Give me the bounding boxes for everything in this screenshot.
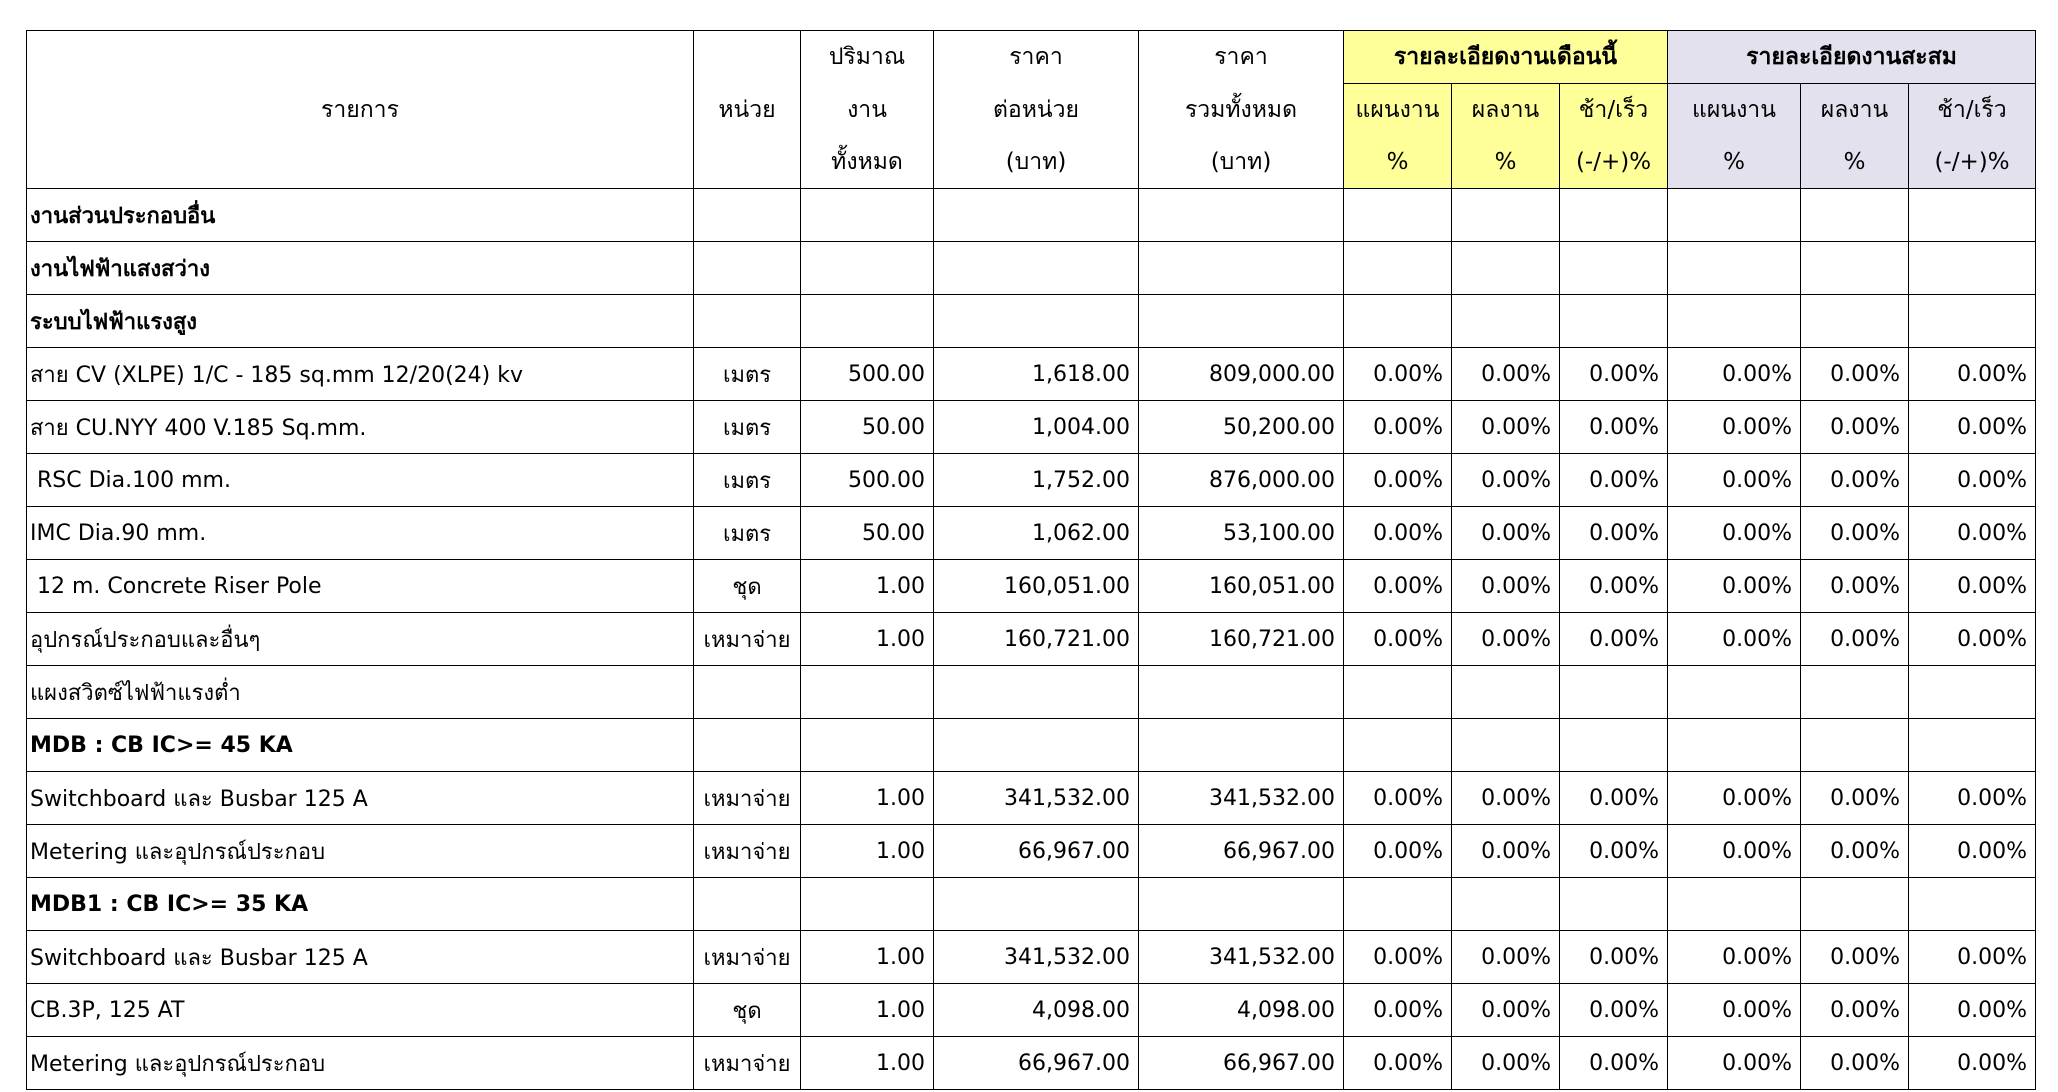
cell-p1: 0.00%	[1344, 454, 1452, 507]
cell-p2: 0.00%	[1668, 401, 1801, 454]
empty-cell	[1139, 666, 1344, 719]
row-label: Switchboard และ Busbar 125 A	[27, 931, 694, 984]
cell-unit: ชุด	[694, 560, 801, 613]
header-total-price-1: ราคา	[1139, 31, 1344, 84]
header-plan-month-pct: %	[1344, 136, 1452, 189]
cell-unit: เมตร	[694, 507, 801, 560]
header-result-month-pct: %	[1452, 136, 1560, 189]
cell-qty: 1.00	[801, 931, 934, 984]
cell-unit: เหมาจ่าย	[694, 613, 801, 666]
empty-cell	[1560, 719, 1668, 772]
header-item: รายการ	[27, 31, 694, 189]
cell-d2: 0.00%	[1909, 1037, 2036, 1090]
cell-total: 160,721.00	[1139, 613, 1344, 666]
cell-price: 66,967.00	[934, 1037, 1139, 1090]
empty-cell	[1801, 666, 1909, 719]
header-qty-1: ปริมาณ	[801, 31, 934, 84]
header-qty-2: งาน	[801, 84, 934, 137]
empty-cell	[1344, 242, 1452, 295]
table-row	[27, 242, 2036, 295]
row-label: IMC Dia.90 mm.	[27, 507, 694, 560]
cell-r1: 0.00%	[1452, 931, 1560, 984]
cell-qty: 500.00	[801, 348, 934, 401]
header-plan-month: แผนงาน	[1344, 84, 1452, 137]
table-row	[27, 507, 2036, 560]
table-row	[27, 666, 2036, 719]
empty-cell	[934, 189, 1139, 242]
cell-total: 876,000.00	[1139, 454, 1344, 507]
cell-p1: 0.00%	[1344, 984, 1452, 1037]
row-label: Switchboard และ Busbar 125 A	[27, 772, 694, 825]
row-label: Metering และอุปกรณ์ประกอบ	[27, 825, 694, 878]
cell-total: 50,200.00	[1139, 401, 1344, 454]
cell-d1: 0.00%	[1560, 401, 1668, 454]
row-label: Metering และอุปกรณ์ประกอบ	[27, 1037, 694, 1090]
header-unit-price-3: (บาท)	[934, 136, 1139, 189]
header-unit-price-2: ต่อหน่วย	[934, 84, 1139, 137]
cell-d2: 0.00%	[1909, 454, 2036, 507]
cell-d2: 0.00%	[1909, 613, 2036, 666]
cell-total: 66,967.00	[1139, 1037, 1344, 1090]
table-row	[27, 825, 2036, 878]
header-total-price-3: (บาท)	[1139, 136, 1344, 189]
empty-cell	[934, 719, 1139, 772]
empty-cell	[1452, 189, 1560, 242]
empty-cell	[1139, 878, 1344, 931]
cell-r1: 0.00%	[1452, 507, 1560, 560]
cell-d1: 0.00%	[1560, 1037, 1668, 1090]
cell-d1: 0.00%	[1560, 507, 1668, 560]
row-label: อุปกรณ์ประกอบและอื่นๆ	[27, 613, 694, 666]
empty-cell	[801, 295, 934, 348]
cell-price: 160,051.00	[934, 560, 1139, 613]
cell-r2: 0.00%	[1801, 507, 1909, 560]
cell-qty: 1.00	[801, 984, 934, 1037]
empty-cell	[801, 719, 934, 772]
table-row	[27, 878, 2036, 931]
empty-cell	[1344, 189, 1452, 242]
empty-cell	[694, 242, 801, 295]
empty-cell	[801, 878, 934, 931]
empty-cell	[694, 878, 801, 931]
cell-d1: 0.00%	[1560, 454, 1668, 507]
empty-cell	[1139, 242, 1344, 295]
cell-qty: 1.00	[801, 772, 934, 825]
cell-unit: เหมาจ่าย	[694, 931, 801, 984]
header-plan-cum-pct: %	[1668, 136, 1801, 189]
empty-cell	[1909, 878, 2036, 931]
cell-price: 1,062.00	[934, 507, 1139, 560]
row-label: สาย CU.NYY 400 V.185 Sq.mm.	[27, 401, 694, 454]
table-row	[27, 560, 2036, 613]
empty-cell	[1560, 666, 1668, 719]
cell-r2: 0.00%	[1801, 560, 1909, 613]
cell-p2: 0.00%	[1668, 825, 1801, 878]
cell-d1: 0.00%	[1560, 613, 1668, 666]
cell-p1: 0.00%	[1344, 507, 1452, 560]
cell-p2: 0.00%	[1668, 507, 1801, 560]
empty-cell	[1668, 878, 1801, 931]
header-this-month: รายละเอียดงานเดือนนี้	[1344, 31, 1668, 84]
cell-total: 160,051.00	[1139, 560, 1344, 613]
row-label: RSC Dia.100 mm.	[27, 454, 694, 507]
empty-cell	[1801, 719, 1909, 772]
empty-cell	[1344, 719, 1452, 772]
cell-r1: 0.00%	[1452, 1037, 1560, 1090]
header-total-price-2: รวมทั้งหมด	[1139, 84, 1344, 137]
empty-cell	[1909, 666, 2036, 719]
header-row-1	[27, 31, 2036, 84]
empty-cell	[1801, 878, 1909, 931]
cell-price: 1,752.00	[934, 454, 1139, 507]
cell-r2: 0.00%	[1801, 825, 1909, 878]
cell-qty: 1.00	[801, 825, 934, 878]
empty-cell	[1560, 189, 1668, 242]
cell-r2: 0.00%	[1801, 348, 1909, 401]
cell-r1: 0.00%	[1452, 613, 1560, 666]
table-row	[27, 348, 2036, 401]
cell-p2: 0.00%	[1668, 772, 1801, 825]
empty-cell	[1668, 189, 1801, 242]
empty-cell	[801, 666, 934, 719]
empty-cell	[1560, 242, 1668, 295]
cell-qty: 1.00	[801, 613, 934, 666]
cell-p2: 0.00%	[1668, 560, 1801, 613]
cell-d2: 0.00%	[1909, 984, 2036, 1037]
cell-r2: 0.00%	[1801, 984, 1909, 1037]
cell-d2: 0.00%	[1909, 931, 2036, 984]
empty-cell	[1909, 189, 2036, 242]
empty-cell	[1909, 242, 2036, 295]
header-unit: หน่วย	[694, 31, 801, 189]
cell-p2: 0.00%	[1668, 984, 1801, 1037]
empty-cell	[1909, 295, 2036, 348]
cell-r2: 0.00%	[1801, 772, 1909, 825]
empty-cell	[1452, 295, 1560, 348]
empty-cell	[1801, 242, 1909, 295]
cell-p2: 0.00%	[1668, 613, 1801, 666]
empty-cell	[934, 878, 1139, 931]
empty-cell	[1344, 666, 1452, 719]
cell-d2: 0.00%	[1909, 507, 2036, 560]
cell-price: 1,004.00	[934, 401, 1139, 454]
empty-cell	[1139, 295, 1344, 348]
row-label: ระบบไฟฟ้าแรงสูง	[27, 295, 694, 348]
cell-total: 341,532.00	[1139, 772, 1344, 825]
row-label: แผงสวิตซ์ไฟฟ้าแรงต่ำ	[27, 666, 694, 719]
empty-cell	[1909, 719, 2036, 772]
cell-total: 53,100.00	[1139, 507, 1344, 560]
row-label: งานส่วนประกอบอื่น	[27, 189, 694, 242]
cell-p1: 0.00%	[1344, 613, 1452, 666]
cell-p2: 0.00%	[1668, 454, 1801, 507]
cell-d2: 0.00%	[1909, 825, 2036, 878]
cell-d1: 0.00%	[1560, 560, 1668, 613]
table-row	[27, 772, 2036, 825]
empty-cell	[801, 242, 934, 295]
cell-unit: ชุด	[694, 984, 801, 1037]
progress-table	[26, 30, 2036, 1090]
header-diff-month-pct: (-/+)%	[1560, 136, 1668, 189]
header-unit-price-1: ราคา	[934, 31, 1139, 84]
cell-p1: 0.00%	[1344, 1037, 1452, 1090]
empty-cell	[934, 295, 1139, 348]
cell-total: 4,098.00	[1139, 984, 1344, 1037]
cell-total: 809,000.00	[1139, 348, 1344, 401]
empty-cell	[1668, 242, 1801, 295]
table-row	[27, 401, 2036, 454]
row-label: MDB : CB IC>= 45 KA	[27, 719, 694, 772]
empty-cell	[1668, 666, 1801, 719]
empty-cell	[1452, 719, 1560, 772]
table-row	[27, 613, 2036, 666]
empty-cell	[1452, 242, 1560, 295]
cell-d1: 0.00%	[1560, 931, 1668, 984]
cell-p1: 0.00%	[1344, 772, 1452, 825]
cell-unit: เมตร	[694, 454, 801, 507]
cell-qty: 1.00	[801, 560, 934, 613]
header-diff-month: ช้า/เร็ว	[1560, 84, 1668, 137]
header-diff-cum: ช้า/เร็ว	[1909, 84, 2036, 137]
cell-price: 4,098.00	[934, 984, 1139, 1037]
cell-p1: 0.00%	[1344, 348, 1452, 401]
cell-price: 341,532.00	[934, 931, 1139, 984]
cell-r1: 0.00%	[1452, 401, 1560, 454]
cell-total: 341,532.00	[1139, 931, 1344, 984]
header-cumulative: รายละเอียดงานสะสม	[1668, 31, 2036, 84]
table-row	[27, 719, 2036, 772]
empty-cell	[694, 295, 801, 348]
empty-cell	[1801, 189, 1909, 242]
cell-unit: เมตร	[694, 401, 801, 454]
empty-cell	[1452, 878, 1560, 931]
cell-d1: 0.00%	[1560, 984, 1668, 1037]
cell-r1: 0.00%	[1452, 772, 1560, 825]
table-body	[27, 189, 2036, 1090]
table-row	[27, 984, 2036, 1037]
row-label: MDB1 : CB IC>= 35 KA	[27, 878, 694, 931]
table-row	[27, 931, 2036, 984]
cell-d1: 0.00%	[1560, 825, 1668, 878]
cell-qty: 1.00	[801, 1037, 934, 1090]
cell-r1: 0.00%	[1452, 984, 1560, 1037]
table-row	[27, 189, 2036, 242]
cell-r2: 0.00%	[1801, 613, 1909, 666]
empty-cell	[694, 189, 801, 242]
cell-p2: 0.00%	[1668, 1037, 1801, 1090]
empty-cell	[1139, 189, 1344, 242]
cell-qty: 500.00	[801, 454, 934, 507]
header-result-month: ผลงาน	[1452, 84, 1560, 137]
cell-r1: 0.00%	[1452, 454, 1560, 507]
empty-cell	[934, 666, 1139, 719]
cell-unit: เหมาจ่าย	[694, 772, 801, 825]
cell-price: 341,532.00	[934, 772, 1139, 825]
cell-price: 160,721.00	[934, 613, 1139, 666]
empty-cell	[1560, 295, 1668, 348]
cell-p1: 0.00%	[1344, 401, 1452, 454]
cell-qty: 50.00	[801, 401, 934, 454]
empty-cell	[1344, 878, 1452, 931]
empty-cell	[801, 189, 934, 242]
table-row	[27, 1037, 2036, 1090]
empty-cell	[1139, 719, 1344, 772]
empty-cell	[934, 242, 1139, 295]
progress-report-sheet	[26, 30, 2036, 1090]
row-label: 12 m. Concrete Riser Pole	[27, 560, 694, 613]
empty-cell	[1560, 878, 1668, 931]
cell-qty: 50.00	[801, 507, 934, 560]
cell-d1: 0.00%	[1560, 772, 1668, 825]
cell-r2: 0.00%	[1801, 401, 1909, 454]
empty-cell	[1668, 295, 1801, 348]
cell-d2: 0.00%	[1909, 772, 2036, 825]
cell-p2: 0.00%	[1668, 931, 1801, 984]
cell-r2: 0.00%	[1801, 1037, 1909, 1090]
cell-price: 1,618.00	[934, 348, 1139, 401]
cell-p1: 0.00%	[1344, 560, 1452, 613]
cell-p1: 0.00%	[1344, 931, 1452, 984]
cell-r1: 0.00%	[1452, 560, 1560, 613]
cell-total: 66,967.00	[1139, 825, 1344, 878]
table-row	[27, 454, 2036, 507]
cell-price: 66,967.00	[934, 825, 1139, 878]
cell-d2: 0.00%	[1909, 348, 2036, 401]
row-label: สาย CV (XLPE) 1/C - 185 sq.mm 12/20(24) kv	[27, 348, 694, 401]
empty-cell	[1668, 719, 1801, 772]
cell-p1: 0.00%	[1344, 825, 1452, 878]
empty-cell	[1344, 295, 1452, 348]
cell-r2: 0.00%	[1801, 454, 1909, 507]
empty-cell	[694, 719, 801, 772]
header-plan-cum: แผนงาน	[1668, 84, 1801, 137]
header-result-cum-pct: %	[1801, 136, 1909, 189]
empty-cell	[694, 666, 801, 719]
cell-r1: 0.00%	[1452, 825, 1560, 878]
cell-d2: 0.00%	[1909, 401, 2036, 454]
header-diff-cum-pct: (-/+)%	[1909, 136, 2036, 189]
header-result-cum: ผลงาน	[1801, 84, 1909, 137]
cell-r1: 0.00%	[1452, 348, 1560, 401]
header-qty-3: ทั้งหมด	[801, 136, 934, 189]
table-row	[27, 295, 2036, 348]
cell-unit: เหมาจ่าย	[694, 1037, 801, 1090]
empty-cell	[1452, 666, 1560, 719]
cell-d1: 0.00%	[1560, 348, 1668, 401]
row-label: CB.3P, 125 AT	[27, 984, 694, 1037]
cell-p2: 0.00%	[1668, 348, 1801, 401]
cell-unit: เมตร	[694, 348, 801, 401]
cell-d2: 0.00%	[1909, 560, 2036, 613]
cell-unit: เหมาจ่าย	[694, 825, 801, 878]
empty-cell	[1801, 295, 1909, 348]
row-label: งานไฟฟ้าแสงสว่าง	[27, 242, 694, 295]
cell-r2: 0.00%	[1801, 931, 1909, 984]
